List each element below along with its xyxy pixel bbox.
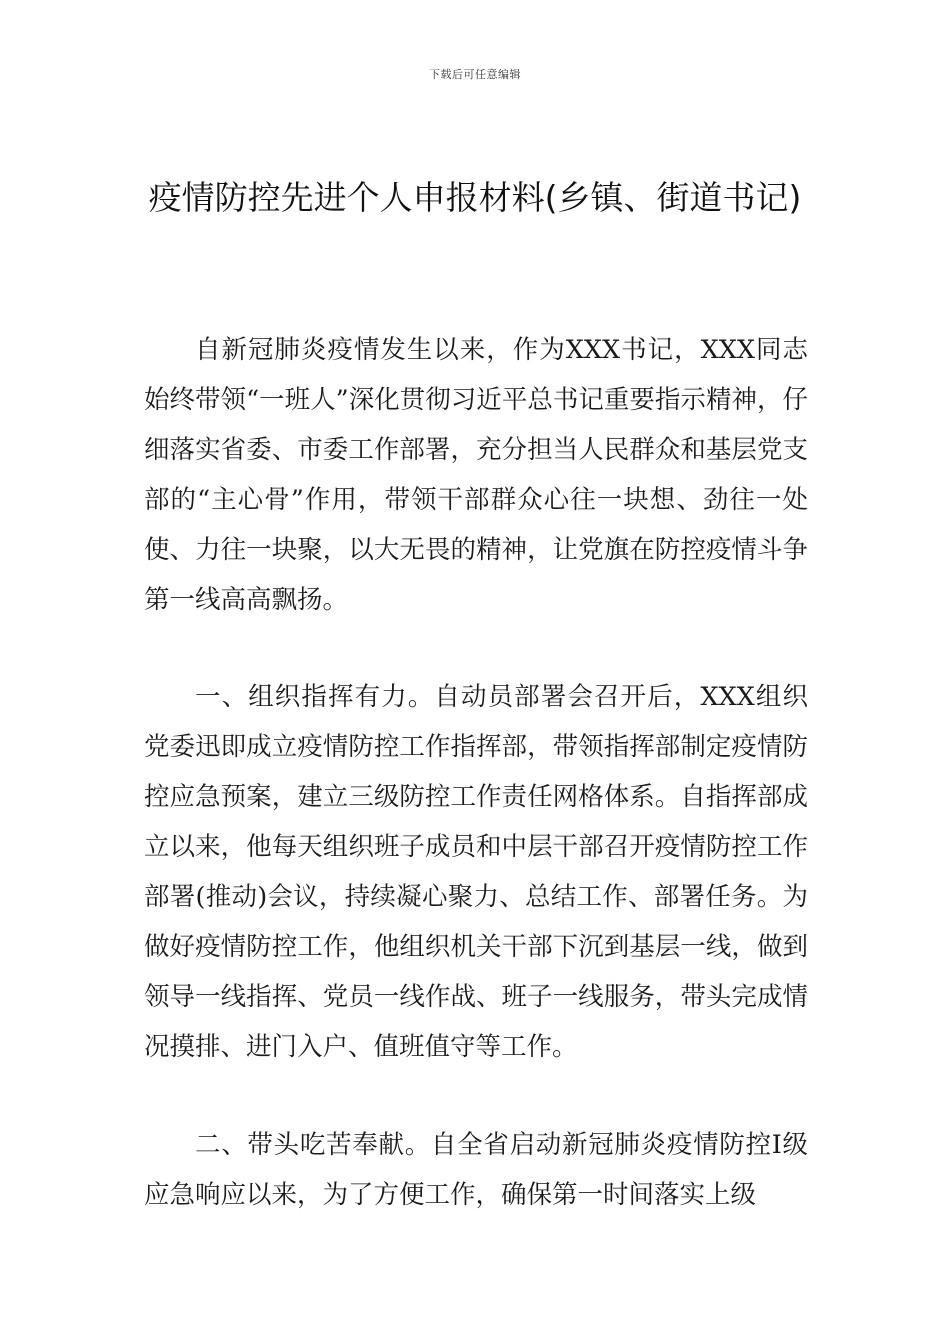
- paragraph-section-2: 二、带头吃苦奉献。自全省启动新冠肺炎疫情防控Ⅰ级应急响应以来，为了方便工作，确保第一时间落实上级: [144, 1130, 808, 1210]
- paragraph-section-1: 一、组织指挥有力。自动员部署会召开后，XXX组织党委迅即成立疫情防控工作指挥部，带领指挥部制定疫情防控应急预案，建立三级防控工作责任网格体系。自指挥部成立以来，他每天组织班子成员和中层干部召开疫情防控工作部署(推动)会议，持续凝心聚力、总结工作、部署任务。为做好疫情防控工作，他组织机关干部下沉到基层一线，做到领导一线指挥、党员一线作战、班子一线服务，带头完成情况摸排、进门入户、值班值守等工作。: [144, 682, 808, 1062]
- header-note: 下载后可任意编辑: [429, 68, 521, 81]
- paragraph-intro: 自新冠肺炎疫情发生以来，作为XXX书记，XXX同志始终带领“一班人”深化贯彻习近平总书记重要指示精神，仔细落实省委、市委工作部署，充分担当人民群众和基层党支部的“主心骨”作用，带领干部群众心往一块想、劲往一处使、力往一块聚，以大无畏的精神，让党旗在防控疫情斗争第一线高高飘扬。: [144, 335, 808, 615]
- document-title: 疫情防控先进个人申报材料(乡镇、街道书记): [148, 178, 802, 217]
